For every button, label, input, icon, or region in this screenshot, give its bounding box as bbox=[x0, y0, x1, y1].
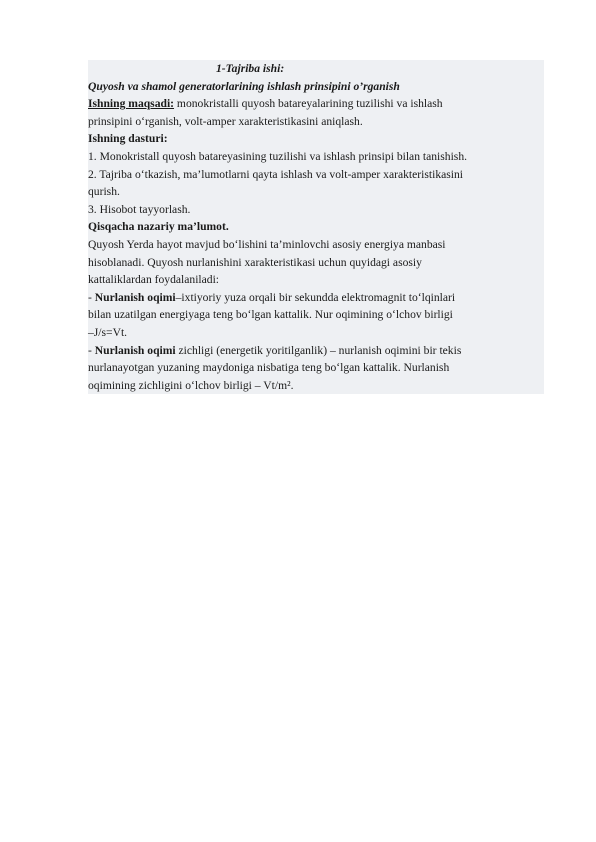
flux-def-line-2: bilan uzatilgan energiyaga teng bo‘lgan kattalik. Nur oqimining o‘lchov birligi bbox=[88, 306, 544, 324]
density-def-line-3: oqimining zichligini o‘lchov birligi – Vt/m². bbox=[88, 377, 544, 395]
aim-line-2: prinsipini o‘rganish, volt-amper xarakteristikasini aniqlash. bbox=[88, 113, 544, 131]
program-item-2-cont: qurish. bbox=[88, 183, 544, 201]
program-item-2: 2. Tajriba o‘tkazish, ma’lumotlarni qayta ishlash va volt-amper xarakteristikasini bbox=[88, 166, 544, 184]
program-item-3: 3. Hisobot tayyorlash. bbox=[88, 201, 544, 219]
worksheet-subtitle: Quyosh va shamol generatorlarining ishlash prinsipini o’rganish bbox=[88, 78, 544, 96]
theory-heading: Qisqacha nazariy ma’lumot. bbox=[88, 218, 544, 236]
intro-line-2: hisoblanadi. Quyosh nurlanishini xarakteristikasi uchun quyidagi asosiy bbox=[88, 254, 544, 272]
worksheet-title: 1-Tajriba ishi: bbox=[88, 60, 544, 78]
aim-line-1: Ishning maqsadi: monokristalli quyosh batareyalarining tuzilishi va ishlash bbox=[88, 95, 544, 113]
program-heading: Ishning dasturi: bbox=[88, 130, 544, 148]
density-def-line-2: nurlanayotgan yuzaning maydoniga nisbatiga teng bo‘lgan kattalik. Nurlanish bbox=[88, 359, 544, 377]
density-def-line-1: - Nurlanish oqimi zichligi (energetik yoritilganlik) – nurlanish oqimini bir tekis bbox=[88, 342, 544, 360]
flux-def-line-1: - Nurlanish oqimi–ixtiyoriy yuza orqali bir sekundda elektromagnit to‘lqinlari bbox=[88, 289, 544, 307]
program-item-1: 1. Monokristall quyosh batareyasining tuzilishi va ishlash prinsipi bilan tanishish. bbox=[88, 148, 544, 166]
intro-line-3: kattaliklardan foydalaniladi: bbox=[88, 271, 544, 289]
intro-line-1: Quyosh Yerda hayot mavjud bo‘lishini ta’minlovchi asosiy energiya manbasi bbox=[88, 236, 544, 254]
flux-def-line-3: –J/s=Vt. bbox=[88, 324, 544, 342]
